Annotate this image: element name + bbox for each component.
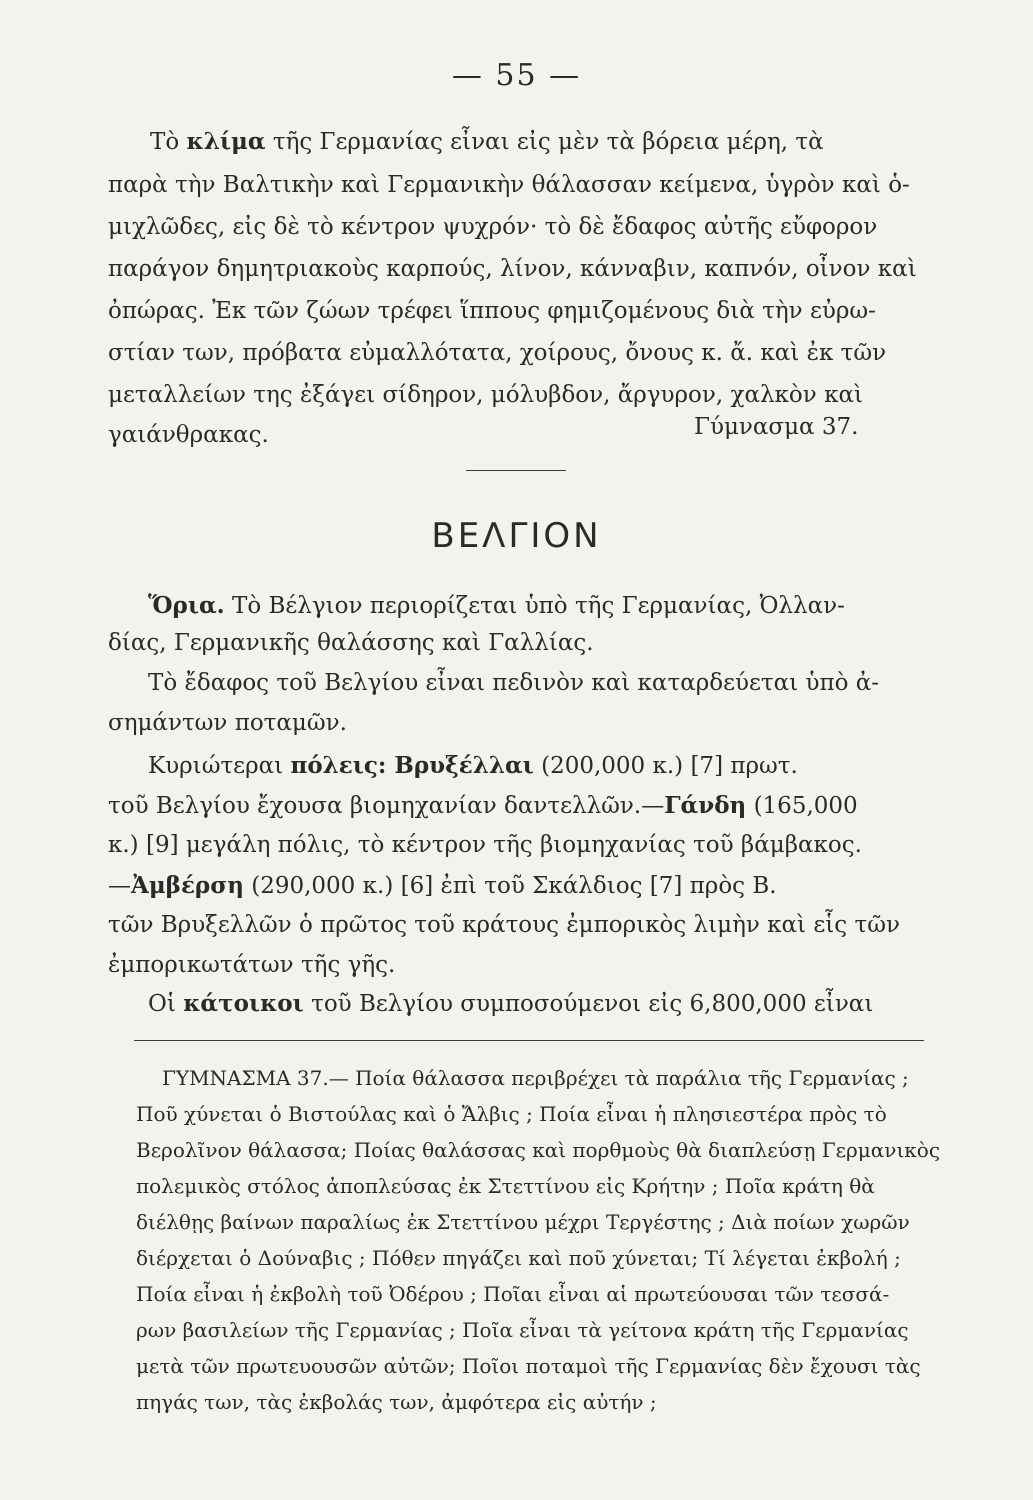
belgium-line-4: σημάντων ποταμῶν. <box>108 710 347 736</box>
belgium-line-6: τοῦ Βελγίου ἔχουσα βιομηχανίαν δαντελλῶν.—Γάνδη (165,000 <box>108 792 858 819</box>
exercise-reference: Γύμνασμα 37. <box>694 414 859 440</box>
germany-line-1: Τὸ κλίμα τῆς Γερμανίας εἶναι εἰς μὲν τὰ βόρεια μέρη, τὰ <box>150 128 824 155</box>
footnote-line-10: πηγάς των, τὰς ἐκβολάς των, ἀμφότερα εἰς αὐτήν ; <box>136 1390 657 1414</box>
footnote-rule <box>134 1040 924 1041</box>
section-title: ΒΕΛΓΙΟΝ <box>431 516 602 556</box>
term-cities: πόλεις: Βρυξέλλαι <box>290 752 534 779</box>
belgium-line-1: Ὅρια. Τὸ Βέλγιον περιορίζεται ὑπὸ τῆς Γερμανίας, Ὀλλαν- <box>148 592 845 619</box>
germany-line-5: ὀπώρας. Ἐκ τῶν ζώων τρέφει ἵππους φημιζομένους διὰ τὴν εὐρω- <box>108 298 876 324</box>
term-climate: κλίμα <box>186 128 266 155</box>
footnote-line-6: διέρχεται ὁ Δούναβις ; Πόθεν πηγάζει καὶ ποῦ χύνεται; Τί λέγεται ἐκβολή ; <box>136 1246 901 1270</box>
footnote-line-4: πολεμικὸς στόλος ἀποπλεύσας ἐκ Στεττίνου εἰς Κρήτην ; Ποῖα κράτη θὰ <box>136 1174 875 1198</box>
belgium-line-7: κ.) [9] μεγάλη πόλις, τὸ κέντρον τῆς βιομηχανίας τοῦ βάμβακος. <box>108 832 862 858</box>
belgium-line-9: τῶν Βρυξελλῶν ὁ πρῶτος τοῦ κράτους ἐμπορικὸς λιμὴν καὶ εἷς τῶν <box>108 912 900 938</box>
germany-line-2: παρὰ τὴν Βαλτικὴν καὶ Γερμανικὴν θάλασσαν κείμενα, ὑγρὸν καὶ ὁ- <box>108 172 910 198</box>
page-number: — 55 — <box>451 58 582 93</box>
belgium-line-10: ἐμπορικωτάτων τῆς γῆς. <box>108 952 396 978</box>
belgium-line-8: —Ἀμβέρση (290,000 κ.) [6] ἐπὶ τοῦ Σκάλδιος [7] πρὸς Β. <box>108 872 777 899</box>
section-divider <box>466 470 566 471</box>
footnote-line-5: διέλθῃς βαίνων παραλίως ἐκ Στεττίνου μέχρι Τεργέστης ; Διὰ ποίων χωρῶν <box>136 1210 910 1234</box>
footnote-line-9: μετὰ τῶν πρωτευουσῶν αὐτῶν; Ποῖοι ποταμοὶ τῆς Γερμανίας δὲν ἔχουσι τὰς <box>136 1354 921 1378</box>
footnote-line-7: Ποία εἶναι ἡ ἐκβολὴ τοῦ Ὀδέρου ; Ποῖαι εἶναι αἱ πρωτεύουσαι τῶν τεσσά- <box>136 1282 890 1306</box>
belgium-line-3: Τὸ ἔδαφος τοῦ Βελγίου εἶναι πεδινὸν καὶ καταρδεύεται ὑπὸ ἀ- <box>148 670 880 696</box>
footnote-line-3: Βερολῖνον θάλασσα; Ποίας θαλάσσας καὶ πορθμοὺς θὰ διαπλεύσῃ Γερμανικὸς <box>136 1138 941 1162</box>
term-antwerp: Ἀμβέρση <box>131 872 244 899</box>
germany-line-7: μεταλλείων της ἐξάγει σίδηρον, μόλυβδον, ἄργυρον, χαλκὸν καὶ <box>108 382 863 408</box>
germany-line-6: στίαν των, πρόβατα εὐμαλλότατα, χοίρους, ὄνους κ. ἄ. καὶ ἐκ τῶν <box>108 340 887 366</box>
footnote-label: ΓΥΜΝΑΣΜΑ 37. <box>162 1066 329 1090</box>
footnote-line-2: Ποῦ χύνεται ὁ Βιστούλας καὶ ὁ Ἄλβις ; Ποία εἶναι ἡ πλησιεστέρα πρὸς τὸ <box>136 1102 887 1126</box>
germany-line-3: μιχλῶδες, εἰς δὲ τὸ κέντρον ψυχρόν· τὸ δὲ ἔδαφος αὐτῆς εὔφορον <box>108 214 878 240</box>
germany-line-8: γαιάνθρακας. <box>108 422 269 448</box>
term-inhabitants: κάτοικοι <box>183 990 304 1017</box>
term-ghent: Γάνδη <box>664 792 747 819</box>
belgium-line-11: Οἱ κάτοικοι τοῦ Βελγίου συμποσούμενοι εἰς 6,800,000 εἶναι <box>148 990 874 1017</box>
footnote-line-1: ΓΥΜΝΑΣΜΑ 37.— Ποία θάλασσα περιβρέχει τὰ παράλια τῆς Γερμανίας ; <box>162 1066 909 1090</box>
belgium-line-2: δίας, Γερμανικῆς θαλάσσης καὶ Γαλλίας. <box>108 630 594 656</box>
footnote-line-8: ρων βασιλείων τῆς Γερμανίας ; Ποῖα εἶναι τὰ γείτονα κράτη τῆς Γερμανίας <box>136 1318 909 1342</box>
belgium-line-5: Κυριώτεραι πόλεις: Βρυξέλλαι (200,000 κ.) [7] πρωτ. <box>148 752 798 779</box>
term-borders: Ὅρια. <box>148 592 225 619</box>
germany-line-4: παράγον δημητριακοὺς καρπούς, λίνον, κάνναβιν, καπνόν, οἶνον καὶ <box>108 256 917 282</box>
